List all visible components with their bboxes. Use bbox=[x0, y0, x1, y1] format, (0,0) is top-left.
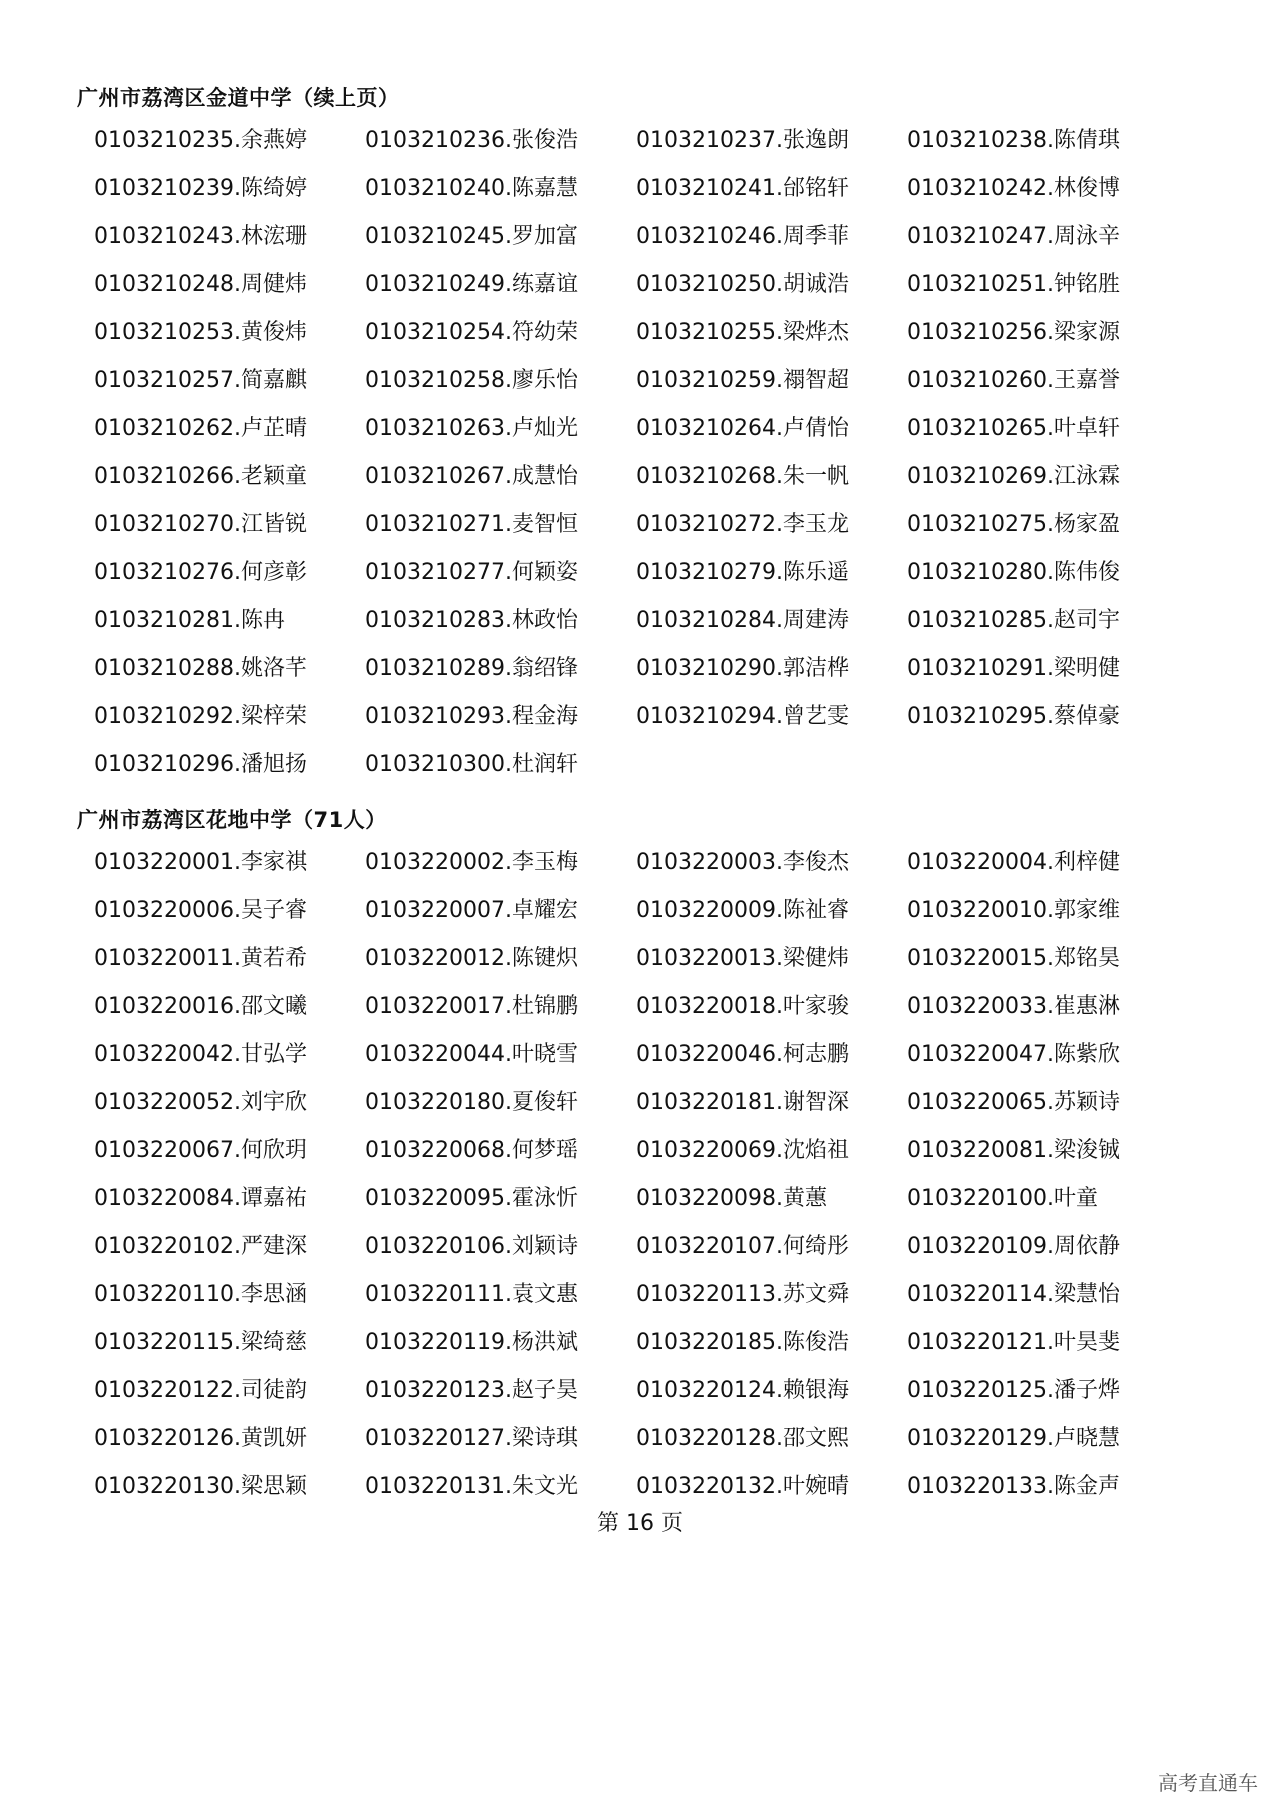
student-entry: 0103210246.周季菲 bbox=[636, 224, 849, 249]
student-entry: 0103210295.蔡倬豪 bbox=[907, 704, 1120, 729]
student-entry: 0103210280.陈伟俊 bbox=[907, 560, 1120, 585]
student-entry: 0103220124.赖银海 bbox=[636, 1378, 849, 1403]
student-entry: 0103210271.麦智恒 bbox=[365, 512, 578, 537]
student-entry: 0103210270.江皆锐 bbox=[94, 512, 307, 537]
student-entry: 0103210239.陈绮婷 bbox=[94, 176, 307, 201]
student-entry: 0103220119.杨洪斌 bbox=[365, 1330, 578, 1355]
student-entry: 0103210296.潘旭扬 bbox=[94, 752, 307, 777]
student-entry: 0103210265.叶卓轩 bbox=[907, 416, 1120, 441]
student-entry: 0103220017.杜锦鹏 bbox=[365, 994, 578, 1019]
student-entry: 0103220113.苏文舜 bbox=[636, 1282, 849, 1307]
student-entry: 0103210267.成慧怡 bbox=[365, 464, 578, 489]
student-entry: 0103210290.郭洁桦 bbox=[636, 656, 849, 681]
student-entry: 0103220123.赵子昊 bbox=[365, 1378, 578, 1403]
student-entry: 0103220122.司徒韵 bbox=[94, 1378, 307, 1403]
student-entry: 0103220084.谭嘉祐 bbox=[94, 1186, 307, 1211]
student-entry: 0103210257.简嘉麒 bbox=[94, 368, 307, 393]
student-entry: 0103220009.陈祉睿 bbox=[636, 898, 849, 923]
student-entry: 0103220047.陈紫欣 bbox=[907, 1042, 1120, 1067]
student-entry: 0103220100.叶童 bbox=[907, 1186, 1098, 1211]
student-entry: 0103210258.廖乐怡 bbox=[365, 368, 578, 393]
student-entry: 0103210300.杜润轩 bbox=[365, 752, 578, 777]
student-entry: 0103220133.陈金声 bbox=[907, 1474, 1120, 1499]
student-entry: 0103210243.林浤珊 bbox=[94, 224, 307, 249]
student-entry: 0103210238.陈倩琪 bbox=[907, 128, 1120, 153]
student-entry: 0103220185.陈俊浩 bbox=[636, 1330, 849, 1355]
student-entry: 0103210245.罗加富 bbox=[365, 224, 578, 249]
student-entry: 0103220007.卓耀宏 bbox=[365, 898, 578, 923]
student-entry: 0103220128.邵文熙 bbox=[636, 1426, 849, 1451]
student-entry: 0103210294.曾艺雯 bbox=[636, 704, 849, 729]
student-entry: 0103220129.卢晓慧 bbox=[907, 1426, 1120, 1451]
student-entry: 0103220004.利梓健 bbox=[907, 850, 1120, 875]
student-entry: 0103210247.周泳辛 bbox=[907, 224, 1120, 249]
student-entry: 0103220127.梁诗琪 bbox=[365, 1426, 578, 1451]
student-entry: 0103210266.老颖童 bbox=[94, 464, 307, 489]
student-entry: 0103210256.梁家源 bbox=[907, 320, 1120, 345]
page-number: 第 16 页 bbox=[597, 1511, 683, 1536]
student-entry: 0103210291.梁明健 bbox=[907, 656, 1120, 681]
student-entry: 0103210235.余燕婷 bbox=[94, 128, 307, 153]
student-entry: 0103220001.李家祺 bbox=[94, 850, 307, 875]
student-entry: 0103210283.林政怡 bbox=[365, 608, 578, 633]
student-entry: 0103220121.叶昊斐 bbox=[907, 1330, 1120, 1355]
student-entry: 0103210259.禤智超 bbox=[636, 368, 849, 393]
student-entry: 0103220181.谢智深 bbox=[636, 1090, 849, 1115]
student-entry: 0103210262.卢芷晴 bbox=[94, 416, 307, 441]
section-title-jindao: 广州市荔湾区金道中学（续上页） bbox=[77, 86, 400, 110]
student-entry: 0103210285.赵司宇 bbox=[907, 608, 1120, 633]
student-entry: 0103220003.李俊杰 bbox=[636, 850, 849, 875]
student-entry: 0103220115.梁绮慈 bbox=[94, 1330, 307, 1355]
student-entry: 0103220131.朱文光 bbox=[365, 1474, 578, 1499]
student-entry: 0103220130.梁思颖 bbox=[94, 1474, 307, 1499]
student-entry: 0103220081.梁浚铖 bbox=[907, 1138, 1120, 1163]
student-entry: 0103220111.袁文惠 bbox=[365, 1282, 578, 1307]
student-entry: 0103220107.何绮彤 bbox=[636, 1234, 849, 1259]
student-entry: 0103220042.甘弘学 bbox=[94, 1042, 307, 1067]
student-list-huadi bbox=[94, 839, 1147, 1511]
student-entry: 0103210240.陈嘉慧 bbox=[365, 176, 578, 201]
student-entry: 0103220126.黄凯妍 bbox=[94, 1426, 307, 1451]
student-entry: 0103220006.吴子睿 bbox=[94, 898, 307, 923]
student-entry: 0103220046.柯志鹏 bbox=[636, 1042, 849, 1067]
student-entry: 0103210284.周建涛 bbox=[636, 608, 849, 633]
watermark: 高考直通车 bbox=[1158, 1771, 1258, 1795]
student-entry: 0103220109.周依静 bbox=[907, 1234, 1120, 1259]
student-entry: 0103210268.朱一帆 bbox=[636, 464, 849, 489]
student-entry: 0103210279.陈乐遥 bbox=[636, 560, 849, 585]
student-entry: 0103210275.杨家盈 bbox=[907, 512, 1120, 537]
student-entry: 0103210292.梁梓荣 bbox=[94, 704, 307, 729]
student-entry: 0103210289.翁绍锋 bbox=[365, 656, 578, 681]
student-entry: 0103210277.何颖姿 bbox=[365, 560, 578, 585]
student-entry: 0103220011.黄若希 bbox=[94, 946, 307, 971]
student-entry: 0103210251.钟铭胜 bbox=[907, 272, 1120, 297]
student-entry: 0103210263.卢灿光 bbox=[365, 416, 578, 441]
student-entry: 0103220095.霍泳忻 bbox=[365, 1186, 578, 1211]
student-list-jindao bbox=[94, 117, 1147, 789]
student-entry: 0103220106.刘颖诗 bbox=[365, 1234, 578, 1259]
student-entry: 0103210276.何彦彰 bbox=[94, 560, 307, 585]
student-entry: 0103220016.邵文曦 bbox=[94, 994, 307, 1019]
student-entry: 0103220033.崔惠淋 bbox=[907, 994, 1120, 1019]
student-entry: 0103220180.夏俊轩 bbox=[365, 1090, 578, 1115]
student-entry: 0103210255.梁烨杰 bbox=[636, 320, 849, 345]
student-entry: 0103210264.卢倩怡 bbox=[636, 416, 849, 441]
student-entry: 0103210236.张俊浩 bbox=[365, 128, 578, 153]
student-entry: 0103210250.胡诚浩 bbox=[636, 272, 849, 297]
student-entry: 0103220002.李玉梅 bbox=[365, 850, 578, 875]
student-entry: 0103220125.潘子烨 bbox=[907, 1378, 1120, 1403]
student-entry: 0103220067.何欣玥 bbox=[94, 1138, 307, 1163]
student-entry: 0103220132.叶婉晴 bbox=[636, 1474, 849, 1499]
student-entry: 0103220052.刘宇欣 bbox=[94, 1090, 307, 1115]
student-entry: 0103220098.黄蕙 bbox=[636, 1186, 827, 1211]
student-entry: 0103220065.苏颖诗 bbox=[907, 1090, 1120, 1115]
student-entry: 0103210281.陈冉 bbox=[94, 608, 285, 633]
student-entry: 0103210254.符幼荣 bbox=[365, 320, 578, 345]
student-entry: 0103210237.张逸朗 bbox=[636, 128, 849, 153]
student-entry: 0103220068.何梦瑶 bbox=[365, 1138, 578, 1163]
student-entry: 0103220012.陈键炽 bbox=[365, 946, 578, 971]
section-title-huadi: 广州市荔湾区花地中学（71人） bbox=[77, 808, 387, 832]
student-entry: 0103210260.王嘉誉 bbox=[907, 368, 1120, 393]
student-entry: 0103220102.严建深 bbox=[94, 1234, 307, 1259]
student-entry: 0103210272.李玉龙 bbox=[636, 512, 849, 537]
student-entry: 0103210241.邰铭轩 bbox=[636, 176, 849, 201]
student-entry: 0103220110.李思涵 bbox=[94, 1282, 307, 1307]
student-entry: 0103210293.程金海 bbox=[365, 704, 578, 729]
student-entry: 0103210249.练嘉谊 bbox=[365, 272, 578, 297]
student-entry: 0103220114.梁慧怡 bbox=[907, 1282, 1120, 1307]
student-entry: 0103220069.沈焰祖 bbox=[636, 1138, 849, 1163]
student-entry: 0103220010.郭家维 bbox=[907, 898, 1120, 923]
student-entry: 0103210242.林俊博 bbox=[907, 176, 1120, 201]
student-entry: 0103210253.黄俊炜 bbox=[94, 320, 307, 345]
student-entry: 0103210288.姚洛芊 bbox=[94, 656, 307, 681]
student-entry: 0103220018.叶家骏 bbox=[636, 994, 849, 1019]
student-entry: 0103210269.江泳霖 bbox=[907, 464, 1120, 489]
student-entry: 0103210248.周健炜 bbox=[94, 272, 307, 297]
student-entry: 0103220013.梁健炜 bbox=[636, 946, 849, 971]
student-entry: 0103220044.叶晓雪 bbox=[365, 1042, 578, 1067]
student-entry: 0103220015.郑铭昊 bbox=[907, 946, 1120, 971]
